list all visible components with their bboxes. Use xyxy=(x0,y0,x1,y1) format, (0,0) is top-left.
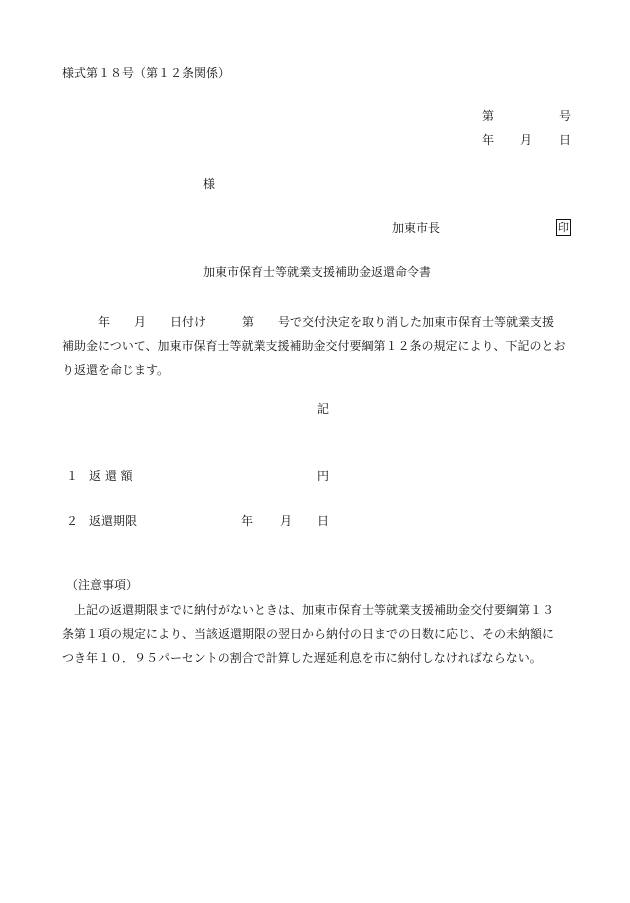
item-2-year-label: 年 xyxy=(241,514,254,528)
date-day-label: 日 xyxy=(559,133,572,147)
item-2-month-label: 月 xyxy=(280,514,293,528)
item-1-unit: 円 xyxy=(317,469,330,483)
document-number-label: 第 xyxy=(482,109,495,123)
recipient-honorific: 様 xyxy=(203,177,216,191)
notes-line: 上記の返還期限までに納付がないときは、加東市保育士等就業支援補助金交付要綱第１３ xyxy=(62,603,555,617)
notes-heading: （注意事項） xyxy=(66,578,139,592)
item-1-number: １ xyxy=(66,469,79,483)
notes-line: 条第１項の規定により、当該返還期限の翌日から納付の日までの日数に応じ、その未納額に xyxy=(62,627,555,641)
body-paragraph xyxy=(62,310,582,382)
item-2-day-label: 日 xyxy=(317,514,330,528)
notes-line: つき年１０．９５パーセントの割合で計算した遅延利息を市に納付しなければならない。 xyxy=(62,651,542,665)
body-line: 年 月 日付け 第 号で交付決定を取り消した加東市保育士等就業支援 xyxy=(62,315,555,329)
form-number: 様式第１８号（第１２条関係） xyxy=(62,66,231,80)
item-1-label: 返 還 額 xyxy=(89,469,133,483)
document-number-suffix: 号 xyxy=(559,109,572,123)
body-line: 補助金について、加東市保育士等就業支援補助金交付要綱第１２条の規定により、下記のとお xyxy=(62,339,566,353)
seal-mark: 印 xyxy=(558,221,569,234)
notes-paragraph xyxy=(62,598,592,670)
ki-heading: 記 xyxy=(317,402,330,416)
date-month-label: 月 xyxy=(520,133,533,147)
item-2-number: ２ xyxy=(66,514,79,528)
body-line: り返還を命じます。 xyxy=(62,363,170,377)
date-year-label: 年 xyxy=(482,133,495,147)
item-2-label: 返還期限 xyxy=(89,514,138,528)
document-title: 加東市保育士等就業支援補助金返還命令書 xyxy=(203,265,432,279)
issuer-title: 加東市長 xyxy=(392,221,441,235)
